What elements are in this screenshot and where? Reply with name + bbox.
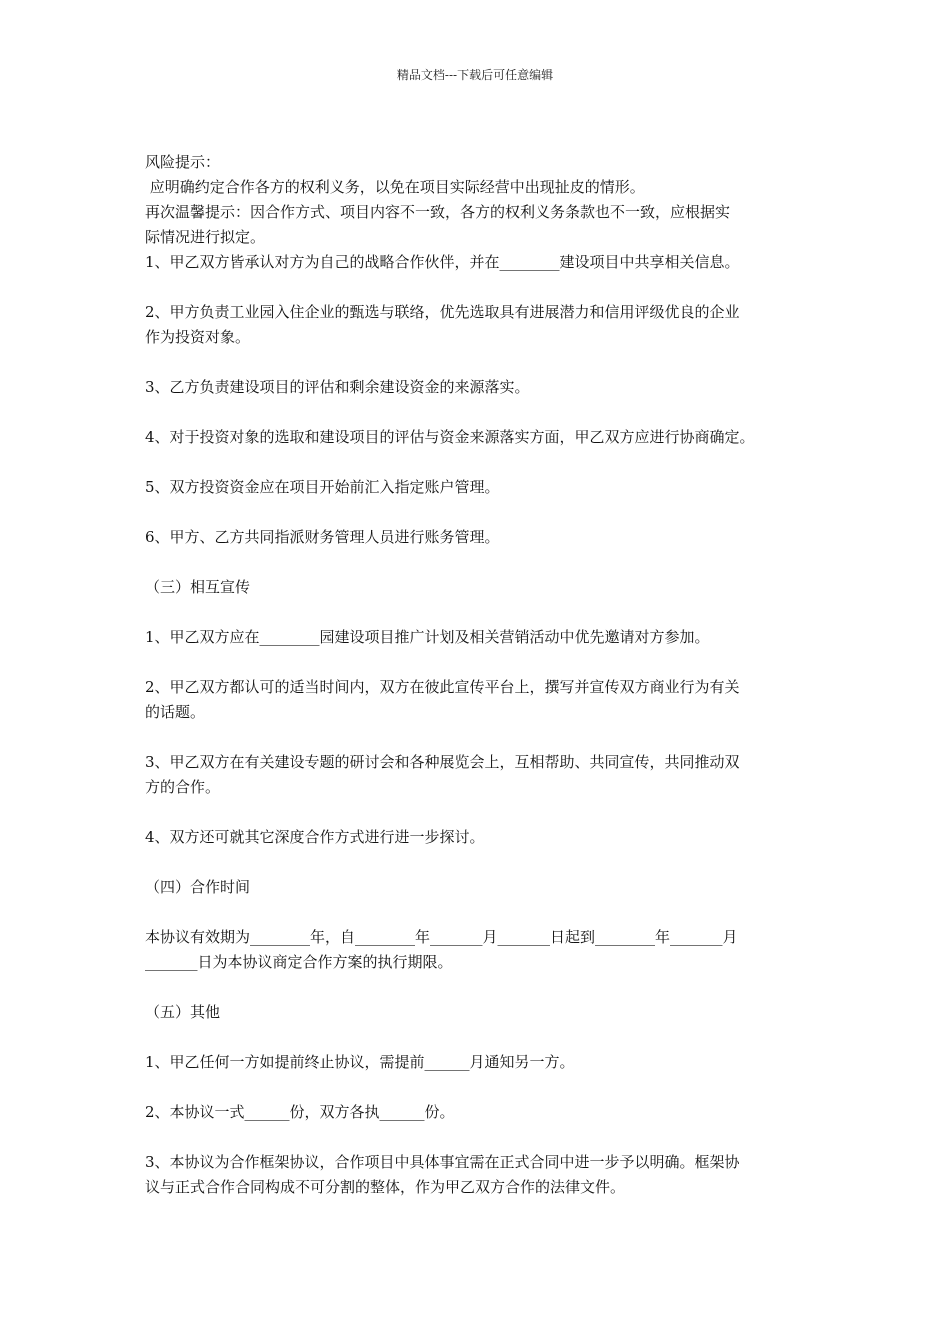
document-body — [145, 150, 820, 1225]
clause-c-1: 1、甲乙任何一方如提前终止协议，需提前______月通知另一方。 — [145, 1053, 575, 1071]
clause-c-3: 3、本协议为合作框架协议，合作项目中具体事宜需在正式合同中进一步予以明确。框架协 议与正式合作合同构成不可分割的整体，作为甲乙双方合作的法律文件。 — [145, 1153, 740, 1196]
term-text: 本协议有效期为________年，自________年_______月_______日起到________年_______月 _______日为本协议商定合作方案的执行期限。 — [145, 928, 738, 971]
clause-c-2: 2、本协议一式______份，双方各执______份。 — [145, 1103, 455, 1121]
risk-text: 应明确约定合作各方的权利义务，以免在项目实际经营中出现扯皮的情形。 — [145, 178, 645, 196]
page-header: 精品文档---下载后可任意编辑 — [396, 68, 554, 82]
clause-a-2: 2、甲方负责工业园入住企业的甄选与联络，优先选取具有进展潜力和信用评级优良的企业 作为投资对象。 — [145, 303, 740, 346]
clause-b-4: 4、双方还可就其它深度合作方式进行进一步探讨。 — [145, 828, 485, 846]
clause-a-3: 3、乙方负责建设项目的评估和剩余建设资金的来源落实。 — [145, 378, 530, 396]
clause-a-1: 1、甲乙双方皆承认对方为自己的战略合作伙伴，并在________建设项目中共享相关信息。 — [145, 253, 740, 271]
clause-b-2: 2、甲乙双方都认可的适当时间内，双方在彼此宣传平台上，撰写并宣传双方商业行为有关 的话题。 — [145, 678, 740, 721]
clause-b-3: 3、甲乙双方在有关建设专题的研讨会和各种展览会上，互相帮助、共同宣传，共同推动双 方的合作。 — [145, 753, 740, 796]
reminder-text: 再次温馨提示：因合作方式、项目内容不一致，各方的权利义务条款也不一致，应根据实 际情况进行拟定。 — [145, 203, 731, 246]
section-4-title: （四）合作时间 — [145, 878, 251, 896]
clause-a-4: 4、对于投资对象的选取和建设项目的评估与资金来源落实方面，甲乙双方应进行协商确定。 — [145, 428, 755, 446]
clause-a-5: 5、双方投资资金应在项目开始前汇入指定账户管理。 — [145, 478, 500, 496]
risk-title: 风险提示： — [145, 153, 221, 171]
clause-a-6: 6、甲方、乙方共同指派财务管理人员进行账务管理。 — [145, 528, 500, 546]
section-3-title: （三）相互宣传 — [145, 578, 251, 596]
section-5-title: （五）其他 — [145, 1003, 221, 1021]
clause-b-1: 1、甲乙双方应在________园建设项目推广计划及相关营销活动中优先邀请对方参加。 — [145, 628, 710, 646]
